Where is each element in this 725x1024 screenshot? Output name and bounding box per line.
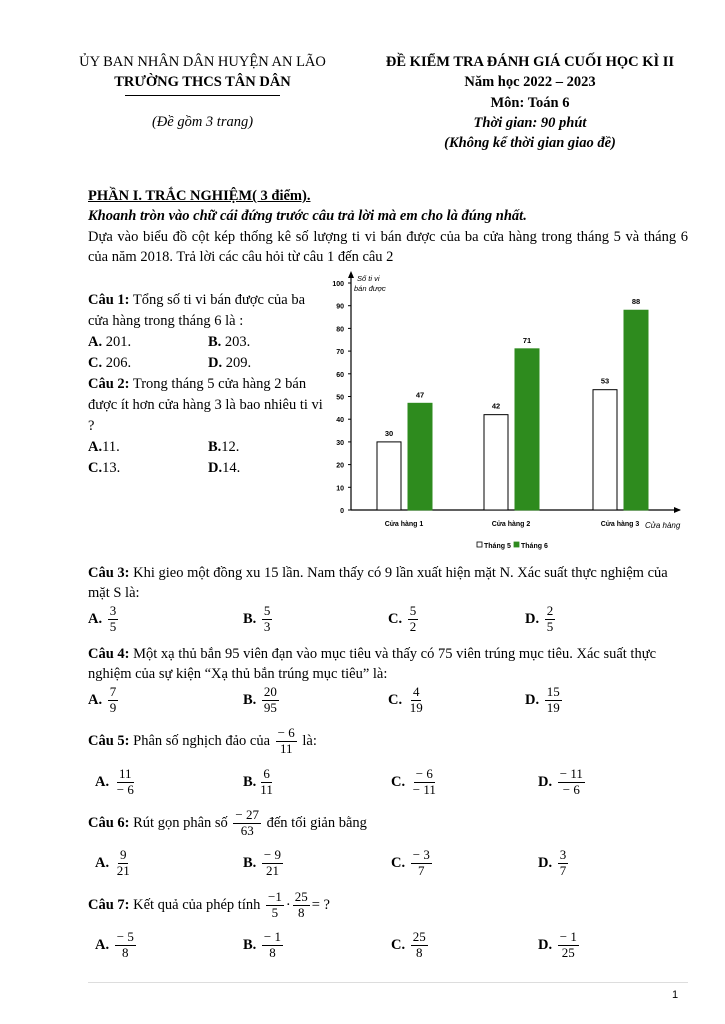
y-tick-label: 40 bbox=[336, 417, 344, 425]
footer-divider bbox=[88, 982, 688, 983]
q6-option-b[interactable]: B. $\frac{- 9}{21}$ bbox=[243, 847, 282, 878]
q7-option-d[interactable]: D. $\frac{- 1}{25}$ bbox=[538, 929, 577, 960]
q4-option-a[interactable]: A. $\frac{7}{9}$ bbox=[88, 684, 117, 715]
q5-option-c[interactable]: C. $\frac{- 6}{- 11}$ bbox=[391, 766, 436, 797]
legend-label: Tháng 5 bbox=[484, 543, 511, 550]
legend-swatch bbox=[514, 542, 519, 547]
y-tick-label: 60 bbox=[336, 371, 344, 379]
subject: Môn: Toán 6 bbox=[490, 94, 570, 111]
y-axis-label-line1: Số ti vi bbox=[357, 274, 380, 283]
category-label: Cửa hàng 2 bbox=[491, 521, 531, 528]
q3-option-b[interactable]: B. $\frac{5}{3}$ bbox=[243, 603, 271, 634]
bar-month5-store3 bbox=[593, 390, 617, 510]
y-tick-label: 80 bbox=[336, 326, 344, 334]
category-label: Cửa hàng 1 bbox=[384, 521, 424, 528]
page-number: 1 bbox=[672, 989, 679, 1001]
y-axis-arrow bbox=[348, 271, 354, 278]
y-tick-label: 70 bbox=[336, 349, 344, 357]
q6-options bbox=[95, 848, 695, 888]
question-5: Câu 5: Phân số nghịch đảo của $\frac{- 6}{11}$ là: bbox=[88, 725, 317, 756]
school-name: TRƯỜNG THCS TÂN DÂN bbox=[114, 74, 291, 91]
q5-option-a[interactable]: A. $\frac{11}{- 6}$ bbox=[95, 766, 134, 797]
q4-options bbox=[88, 685, 688, 725]
q4-option-b[interactable]: B. $\frac{20}{95}$ bbox=[243, 684, 277, 715]
bar-value-label: 42 bbox=[491, 401, 501, 411]
q2-option-a[interactable]: A.11. bbox=[88, 439, 120, 456]
bar-value-label: 47 bbox=[415, 390, 425, 400]
q7-option-c[interactable]: C. $\frac{25}{8}$ bbox=[391, 929, 426, 960]
q3-option-d[interactable]: D. $\frac{2}{5}$ bbox=[525, 603, 554, 634]
bar-month6-store1 bbox=[408, 403, 432, 510]
y-tick-label: 50 bbox=[336, 394, 344, 402]
q1-option-a[interactable]: A. 201. bbox=[88, 334, 132, 351]
y-tick-label: 10 bbox=[336, 485, 344, 493]
legend-label: Tháng 6 bbox=[521, 543, 548, 550]
question-1: Câu 1: Tổng số ti vi bán được của ba cửa hàng trong tháng 6 là : bbox=[88, 292, 306, 330]
bar-month5-store2 bbox=[484, 415, 508, 510]
bar-value-label: 88 bbox=[631, 297, 641, 307]
department-name: ỦY BAN NHÂN DÂN HUYỆN AN LÃO bbox=[79, 54, 326, 70]
duration: Thời gian: 90 phút bbox=[473, 114, 587, 131]
question-4: Câu 4: Một xạ thủ bắn 95 viên đạn vào mục tiêu và thấy có 75 viên trúng mục tiêu. Xác suất thực nghiệm của sự kiện “Xạ thủ bắn trúng mục tiêu” là: bbox=[88, 646, 657, 683]
header-divider bbox=[125, 95, 280, 96]
q2-option-b[interactable]: B.12. bbox=[208, 439, 240, 456]
q4-option-d[interactable]: D. $\frac{15}{19}$ bbox=[525, 684, 560, 715]
bar-value-label: 71 bbox=[522, 335, 532, 345]
question-2: Câu 2: Trong tháng 5 cửa hàng 2 bán được ít hơn cửa hàng 3 là bao nhiêu ti vi ? bbox=[88, 376, 323, 435]
q5-option-b[interactable]: B. $\frac{6}{11}$ bbox=[243, 766, 273, 797]
section-instruction: Khoanh tròn vào chữ cái đứng trước câu trả lời mà em cho là đúng nhất. bbox=[88, 208, 527, 225]
bar-value-label: 30 bbox=[384, 428, 394, 438]
q3-options bbox=[88, 604, 688, 644]
q6-option-c[interactable]: C. $\frac{- 3}{7}$ bbox=[391, 847, 430, 878]
q7-option-b[interactable]: B. $\frac{- 1}{8}$ bbox=[243, 929, 282, 960]
y-tick-label: 100 bbox=[332, 281, 344, 288]
question-3: Câu 3: Khi gieo một đồng xu 15 lần. Nam thấy có 9 lần xuất hiện mặt N. Xác suất thực nghiệm của mặt S là: bbox=[88, 565, 668, 602]
q3-option-c[interactable]: C. $\frac{5}{2}$ bbox=[388, 603, 417, 634]
bar-month6-store3 bbox=[624, 310, 648, 510]
y-tick-label: 20 bbox=[336, 462, 344, 470]
section-title: PHẦN I. TRẮC NGHIỆM( 3 điểm). bbox=[88, 188, 311, 204]
y-axis-label-line2: bán được bbox=[354, 284, 386, 293]
page-count-note: (Đề gồm 3 trang) bbox=[151, 113, 254, 130]
y-tick-label: 0 bbox=[340, 508, 344, 515]
y-tick-label: 30 bbox=[336, 439, 344, 447]
q5-options bbox=[95, 767, 695, 807]
x-axis-arrow bbox=[674, 507, 681, 513]
bar-value-label: 53 bbox=[600, 376, 610, 386]
exam-title: ĐỀ KIỂM TRA ĐÁNH GIÁ CUỐI HỌC KÌ II bbox=[385, 54, 675, 70]
bar-month5-store1 bbox=[377, 442, 401, 510]
q5-option-d[interactable]: D. $\frac{- 11}{- 6}$ bbox=[538, 766, 583, 797]
q4-option-c[interactable]: C. $\frac{4}{19}$ bbox=[388, 684, 423, 715]
duration-note: (Không kể thời gian giao đề) bbox=[444, 135, 616, 152]
legend-swatch bbox=[477, 542, 482, 547]
q2-option-d[interactable]: D.14. bbox=[208, 460, 241, 477]
q2-option-c[interactable]: C.13. bbox=[88, 460, 121, 477]
tv-sales-chart bbox=[325, 270, 690, 555]
bar-month6-store2 bbox=[515, 349, 539, 510]
x-axis-label: Cửa hàng bbox=[645, 521, 681, 530]
q3-option-a[interactable]: A. $\frac{3}{5}$ bbox=[88, 603, 117, 634]
q7-options bbox=[95, 930, 695, 970]
y-tick-label: 90 bbox=[336, 303, 344, 311]
chart-intro: Dựa vào biểu đồ cột kép thống kê số lượng ti vi bán được của ba cửa hàng trong tháng 5 và tháng 6 của năm 2018. Trả lời các câu hỏi từ câu 1 đến câu 2 bbox=[88, 228, 688, 265]
question-6: Câu 6: Rút gọn phân số $\frac{- 27}{63}$ đến tối giản bằng bbox=[88, 807, 367, 838]
q6-option-d[interactable]: D. $\frac{3}{7}$ bbox=[538, 847, 567, 878]
q7-option-a[interactable]: A. $\frac{- 5}{8}$ bbox=[95, 929, 134, 960]
school-year: Năm học 2022 – 2023 bbox=[464, 74, 596, 91]
question-7: Câu 7: Kết quả của phép tính $\frac{-1}{5}$ · $\frac{25}{8}$ = ? bbox=[88, 889, 330, 920]
q1-option-b[interactable]: B. 203. bbox=[208, 334, 251, 351]
category-label: Cửa hàng 3 bbox=[600, 521, 640, 528]
q6-option-a[interactable]: A. $\frac{9}{21}$ bbox=[95, 847, 130, 878]
q1-option-d[interactable]: D. 209. bbox=[208, 355, 252, 372]
q1-option-c[interactable]: C. 206. bbox=[88, 355, 132, 372]
